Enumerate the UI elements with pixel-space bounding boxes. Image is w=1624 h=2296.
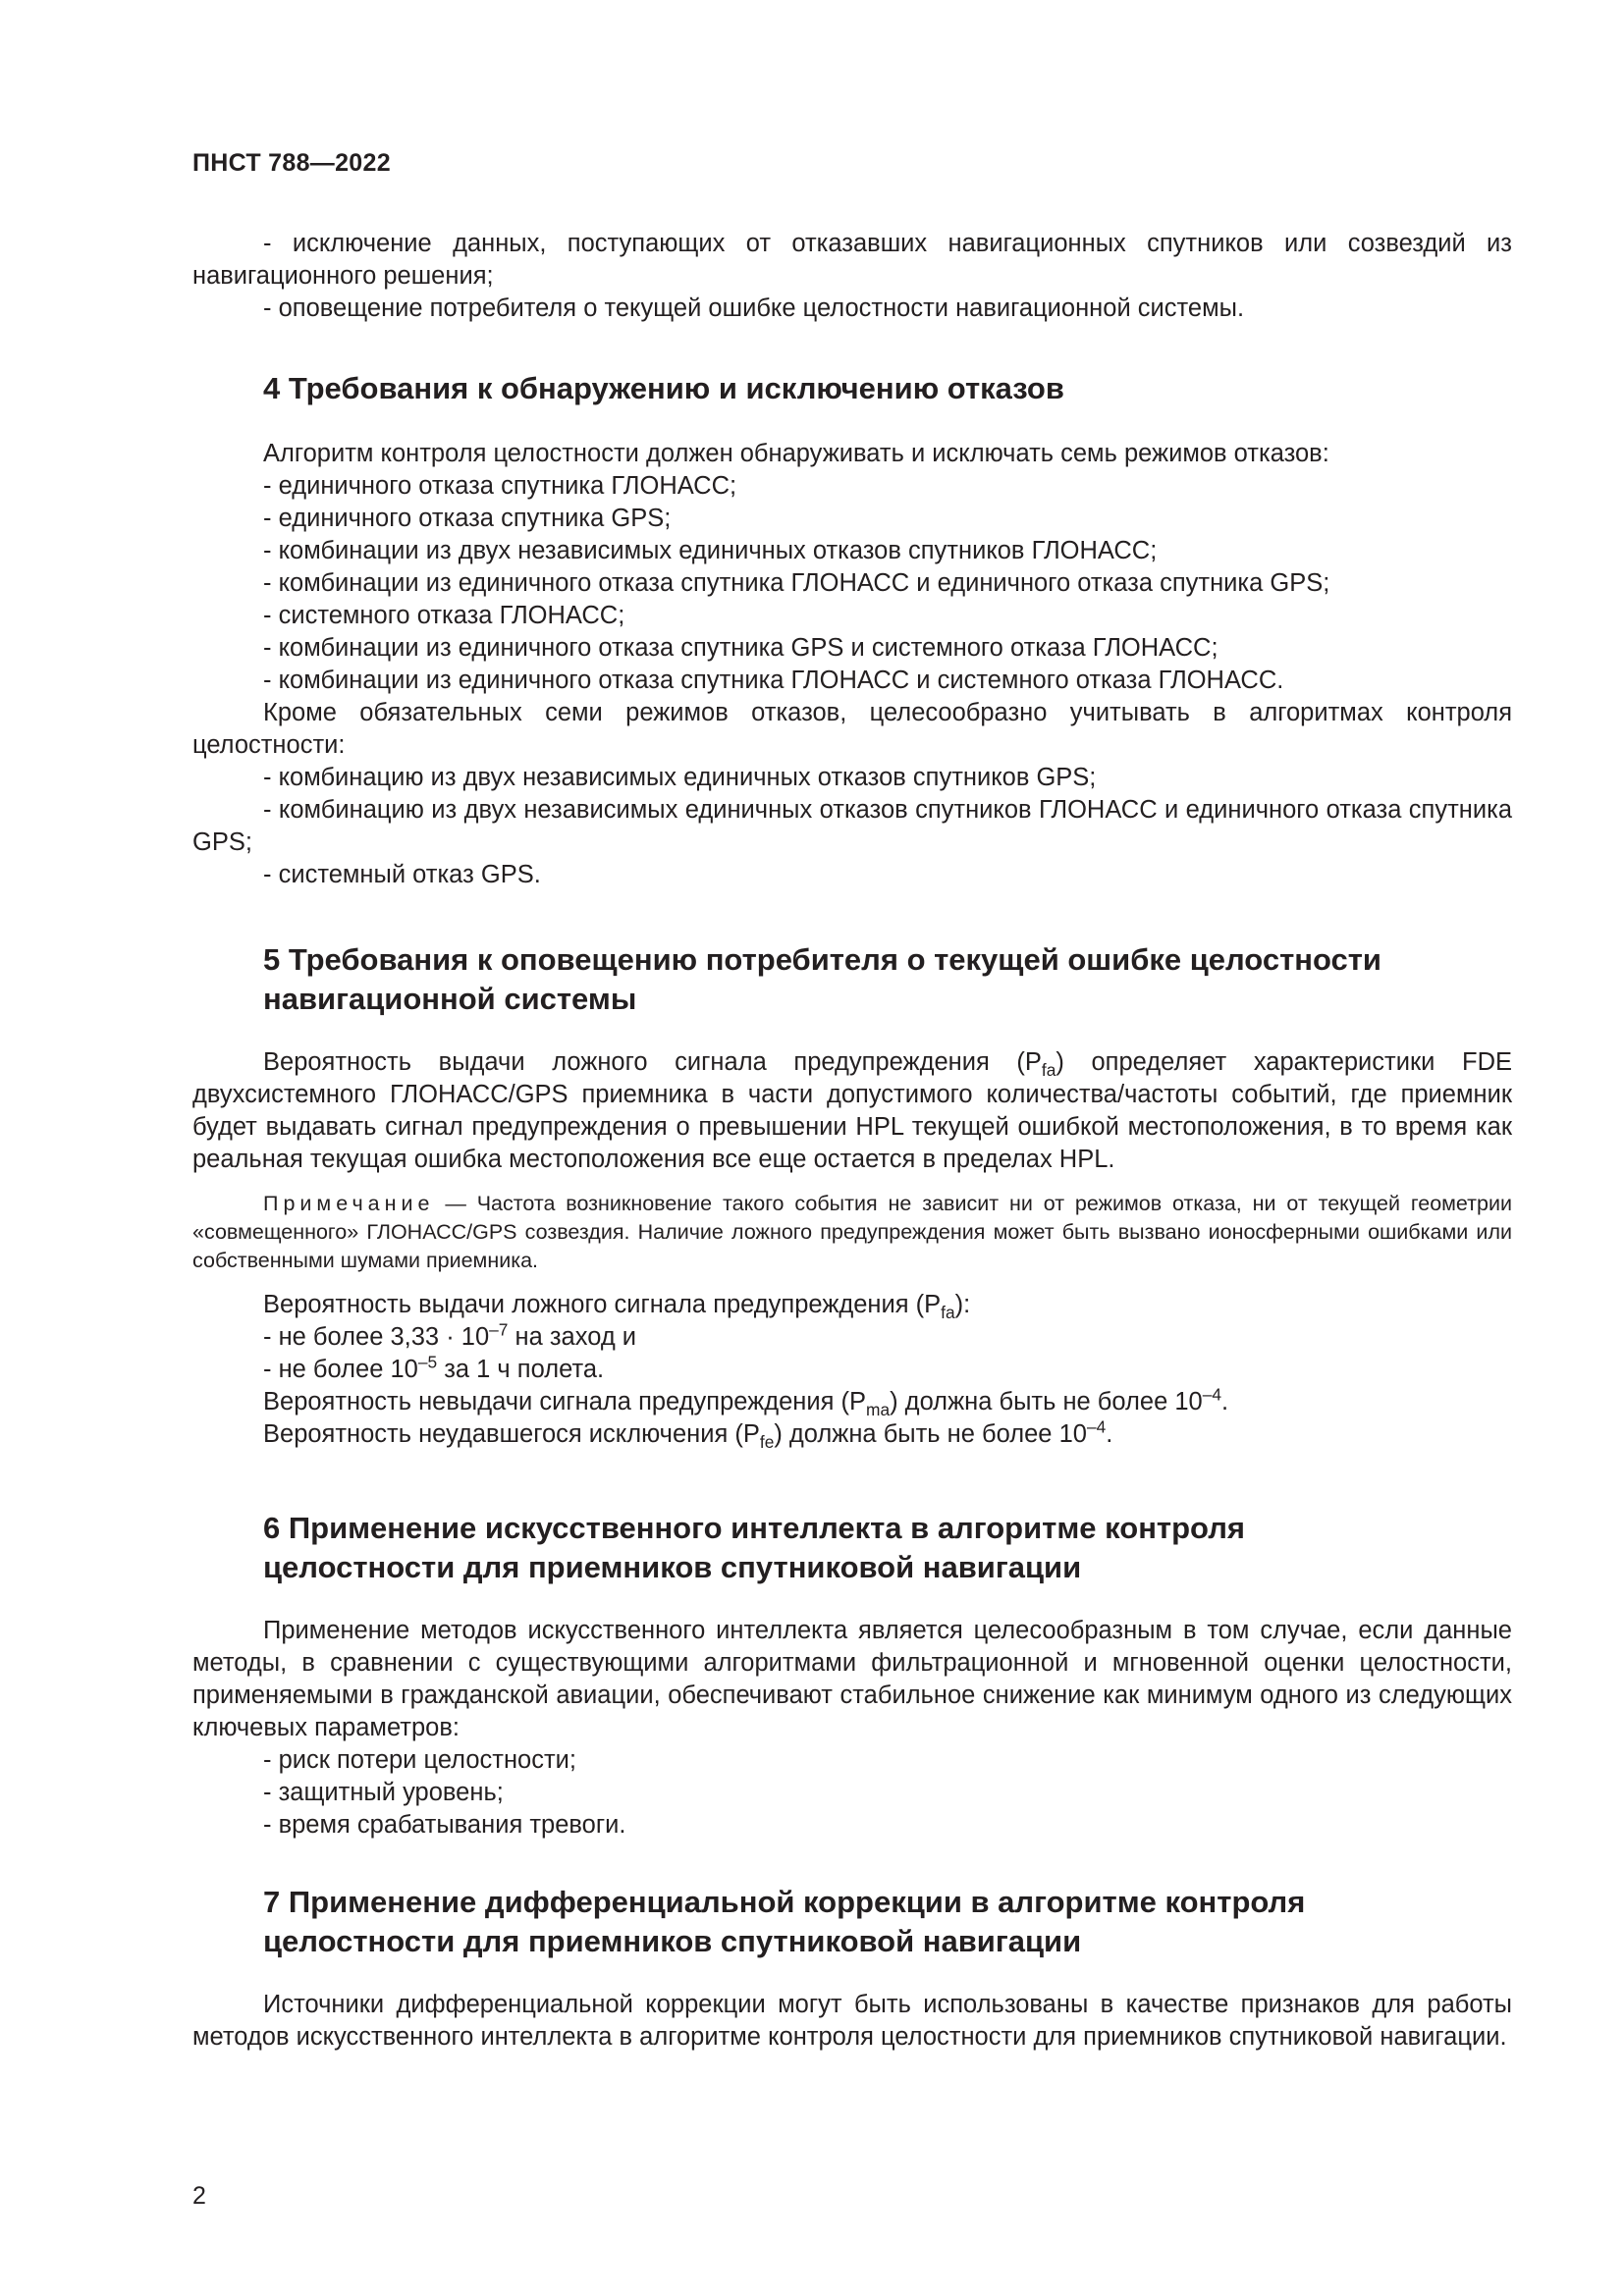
list-item: - системный отказ GPS. [263, 861, 541, 888]
section-6-title [192, 1509, 1512, 1587]
section-7 [192, 1883, 1512, 2054]
paragraph: Алгоритм контроля целостности должен обнаруживать и исключать семь режимов отказов: [263, 440, 1329, 467]
section-5-title [192, 940, 1512, 1019]
list-item: - единичного отказа спутника ГЛОНАСС; [263, 472, 737, 500]
list-item: - не более $10^{-5}$ за 1 ч полета. [263, 1352, 605, 1383]
document-header: ПНСТ 788—2022 [192, 149, 391, 177]
section-4-title: 4 Требования к обнаружению и исключению отказов [263, 371, 1064, 405]
paragraph: Применение методов искусственного интеллекта является целесообразным в том случае, если данные методы, в сравнении с существующими алгоритмами фильтрационной и мгновенной оценки целостности, применяемыми в гражданской авиации, обеспечивают стабильное снижение как минимум одного из следующих ключевых параметров: [192, 1617, 1512, 1741]
list-item: - комбинации из единичного отказа спутника ГЛОНАСС и единичного отказа спутника GPS; [263, 569, 1330, 597]
list-item: - комбинации из единичного отказа спутника ГЛОНАСС и системного отказа ГЛОНАСС. [263, 667, 1284, 694]
list-item: - комбинацию из двух независимых единичных отказов спутников GPS; [263, 764, 1097, 791]
note: Примечание — Частота возникновение такого события не зависит ни от режимов отказа, ни от текущей геометрии «совмещенного» ГЛОНАСС/GPS созвездия. Наличие ложного предупреждения может быть вызвано ионосферными ошибками или собственными шумами приемника. [192, 1192, 1512, 1272]
paragraph: Источники дифференциальной коррекции могут быть использованы в качестве признаков для работы методов искусственного интеллекта в алгоритме контроля целостности для приемников спутниковой навигации. [192, 1991, 1512, 2051]
paragraph: Вероятность выдачи ложного сигнала предупреждения $(P_{fa})$ определяет характеристики FDE двухсистемного ГЛОНАСС/GPS приемника в части допустимого количества/частоты событий, где приемник будет выдавать сигнал предупреждения о превышении HPL текущей ошибкой местоположения, в то время как реальная текущая ошибка местоположения все еще остается в пределах HPL. [192, 1048, 1513, 1173]
section-7-title-line2: целостности для приемников спутниковой навигации [263, 1924, 1082, 1958]
list-item: - единичного отказа спутника GPS; [263, 505, 672, 532]
section-7-title-line1: 7 Применение дифференциальной коррекции в алгоритме контроля [263, 1885, 1306, 1919]
section-5-title-line2: навигационной системы [263, 982, 637, 1016]
paragraph: Кроме обязательных семи режимов отказов, целесообразно учитывать в алгоритмах контроля целостности: [192, 699, 1512, 759]
list-item: - защитный уровень; [263, 1779, 504, 1806]
section-6-title-line1: 6 Применение искусственного интеллекта в алгоритме контроля [263, 1511, 1245, 1545]
section-5 [192, 940, 1512, 1451]
section-7-title [192, 1883, 1512, 1961]
section-6-title-line2: целостности для приемников спутниковой навигации [263, 1550, 1082, 1584]
paragraph: Вероятность выдачи ложного сигнала предупреждения $(P_{fa})$: [263, 1291, 971, 1323]
list-item: - комбинации из единичного отказа спутника GPS и системного отказа ГЛОНАСС; [263, 634, 1218, 662]
section-5-title-line1: 5 Требования к оповещению потребителя о текущей ошибке целостности [263, 942, 1381, 977]
list-item: - комбинации из двух независимых единичных отказов спутников ГЛОНАСС; [263, 537, 1158, 564]
section-4 [192, 369, 1512, 891]
list-item: - комбинацию из двух независимых единичных отказов спутников ГЛОНАСС и единичного отказа спутника GPS; [192, 796, 1512, 856]
paragraph: Вероятность неудавшегося исключения $(P_{fe})$ должна быть не более $10^{-4}$. [263, 1416, 1113, 1453]
note-label: Примечание [263, 1192, 435, 1215]
list-item: - не более $3,33 \cdot 10^{-7}$ на заход и [263, 1319, 637, 1351]
list-item: - оповещение потребителя о текущей ошибке целостности навигационной системы. [263, 294, 1245, 322]
section-6 [192, 1509, 1512, 1842]
intro-block [192, 228, 1512, 325]
page-number: 2 [192, 2182, 206, 2210]
list-item: - исключение данных, поступающих от отказавших навигационных спутников или созвездий из навигационного решения; [192, 230, 1512, 290]
list-item: - риск потери целостности; [263, 1746, 576, 1774]
list-item: - системного отказа ГЛОНАСС; [263, 602, 625, 629]
paragraph: Вероятность невыдачи сигнала предупреждения $(P_{ma})$ должна быть не более $10^{-4}$. [263, 1384, 1229, 1420]
list-item: - время срабатывания тревоги. [263, 1811, 626, 1839]
